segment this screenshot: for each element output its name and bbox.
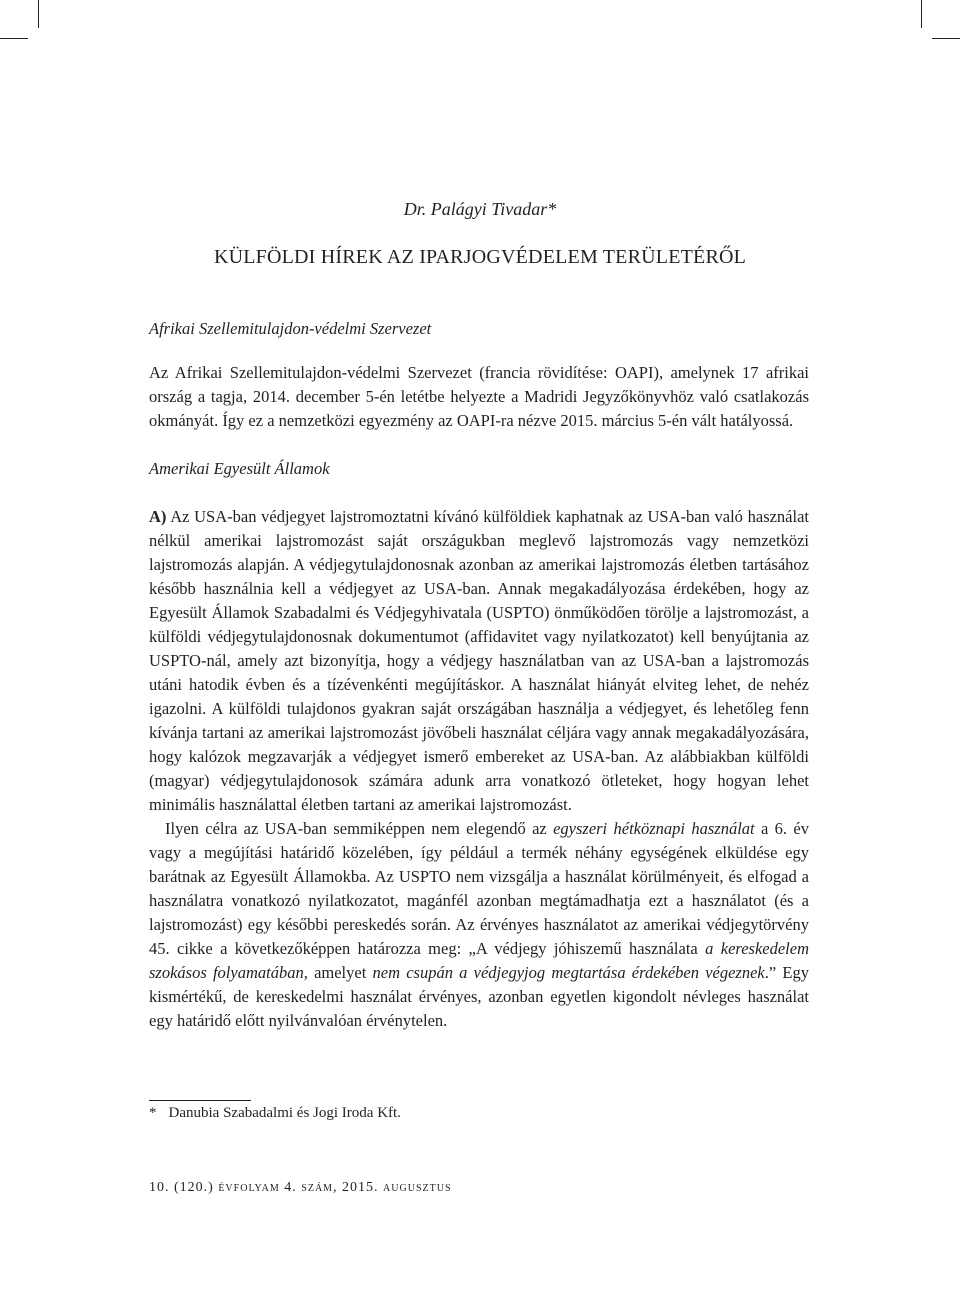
crop-mark-top-right xyxy=(921,0,922,28)
author-name: Dr. Palágyi Tivadar* xyxy=(403,199,557,219)
paragraph-label: A) xyxy=(149,507,167,526)
italic-run: nem csupán a védjegyjog megtartása érdekében végeznek xyxy=(372,963,765,982)
footnote-mark: * xyxy=(149,1105,157,1121)
section-heading-oapi: Afrikai Szellemitulajdon-védelmi Szervezet xyxy=(149,319,432,338)
italic-run: a kereskedelem szokásos folyamatában xyxy=(149,939,809,982)
article-body xyxy=(149,317,809,1033)
footnote-text: Danubia Szabadalmi és Jogi Iroda Kft. xyxy=(168,1105,401,1121)
paragraph-usa-b xyxy=(149,817,809,1033)
crop-mark-top-right-h xyxy=(932,38,960,39)
footnote-rule xyxy=(149,1100,251,1101)
text-run: Ilyen célra az USA-ban semmiképpen nem elegendő az xyxy=(165,819,554,838)
crop-mark-top-left xyxy=(38,0,39,28)
page-footer: 10. (120.) évfolyam 4. szám, 2015. augusztus xyxy=(149,1180,452,1195)
paragraph-usa-a-text: Az USA-ban védjegyet lajstromoztatni kívánó külföldiek kaphatnak az USA-ban való használat nélkül amerikai lajstromozást saját országukban meglevő lajstromozás vagy nemzetközi lajstromozás alapján. A védjegytulajdonosnak azonban az amerikai lajstromozás életben tartásához később használnia kell a védjegyet az USA-ban. Annak megakadályozása érdekében, hogy az Egyesült Államok Szabadalmi és Védjegyhivatala (USPTO) önműködően törölje a lajstromozást, a külföldi védjegytulajdonosnak dokumentumot (affidavitet vagy nyilatkozatot) kell benyújtania az USPTO-nál, amely azt bizonyítja, hogy a védjegy használatban van az USA-ban a lajstromozás utáni hatodik évben és a tízévenkénti megújításkor. A használat hiányát elviteg lehet, de nehéz igazolni. A külföldi tulajdonos gyakran saját országában használja a védjegyet, és lehetőleg fenn kívánja tartani az amerikai lajstromozást jövőbeli használat céljára vagy annak megakadályozására, hogy kalózok megzavarják a védjegyet ismerő embereket az USA-ban. Az alábbiakban külföldi (magyar) védjegytulajdonosok számára adunk arra vonatkozó ötleteket, hogy hogyan lehet minimális használattal életben tartani az amerikai lajstromozást. xyxy=(149,507,809,814)
italic-run: egyszeri hétköznapi használat xyxy=(553,819,755,838)
crop-mark-top-left-h xyxy=(0,38,28,39)
section-heading-usa: Amerikai Egyesült Államok xyxy=(149,459,330,478)
text-run: , amelyet xyxy=(303,963,373,982)
text-run: a 6. év vagy a megújítási határidő közelében, így például a termék néhány egységének elküldése egy barátnak az Egyesült Államokba. Az USPTO nem vizsgálja a használat körülményeit, és elfogad a használatra vonatkozó nyilatkozatot, magánfél azonban megtámadhatja ezt a használatot (és a lajstromozást) egy későbbi pereskedés során. Az érvényes használatot az amerikai védjegytörvény 45. cikke a következőképpen határozza meg: „A védjegy jóhiszemű használata xyxy=(149,819,809,958)
article-title: KÜLFÖLDI HÍREK AZ IPARJOGVÉDELEM TERÜLETÉRŐL xyxy=(213,246,747,268)
paragraph-usa-a xyxy=(149,505,809,817)
paragraph-oapi: Az Afrikai Szellemitulajdon-védelmi Szervezet (francia rövidítése: OAPI), amelynek 17 afrikai ország a tagja, 2014. december 5-én letétbe helyezte a Madridi Jegyzőkönyvhöz való csatlakozás okmányát. Így ez a nemzetközi egyezmény az OAPI-ra nézve 2015. március 5-én vált hatályossá. xyxy=(149,363,809,430)
text-run: .” Egy kismértékű, de kereskedelmi használat érvényes, azonban egyetlen kigondolt névleges használat egy határidő előtt nyilvánvalóan érvénytelen. xyxy=(149,963,809,1030)
footnote xyxy=(149,1105,401,1122)
